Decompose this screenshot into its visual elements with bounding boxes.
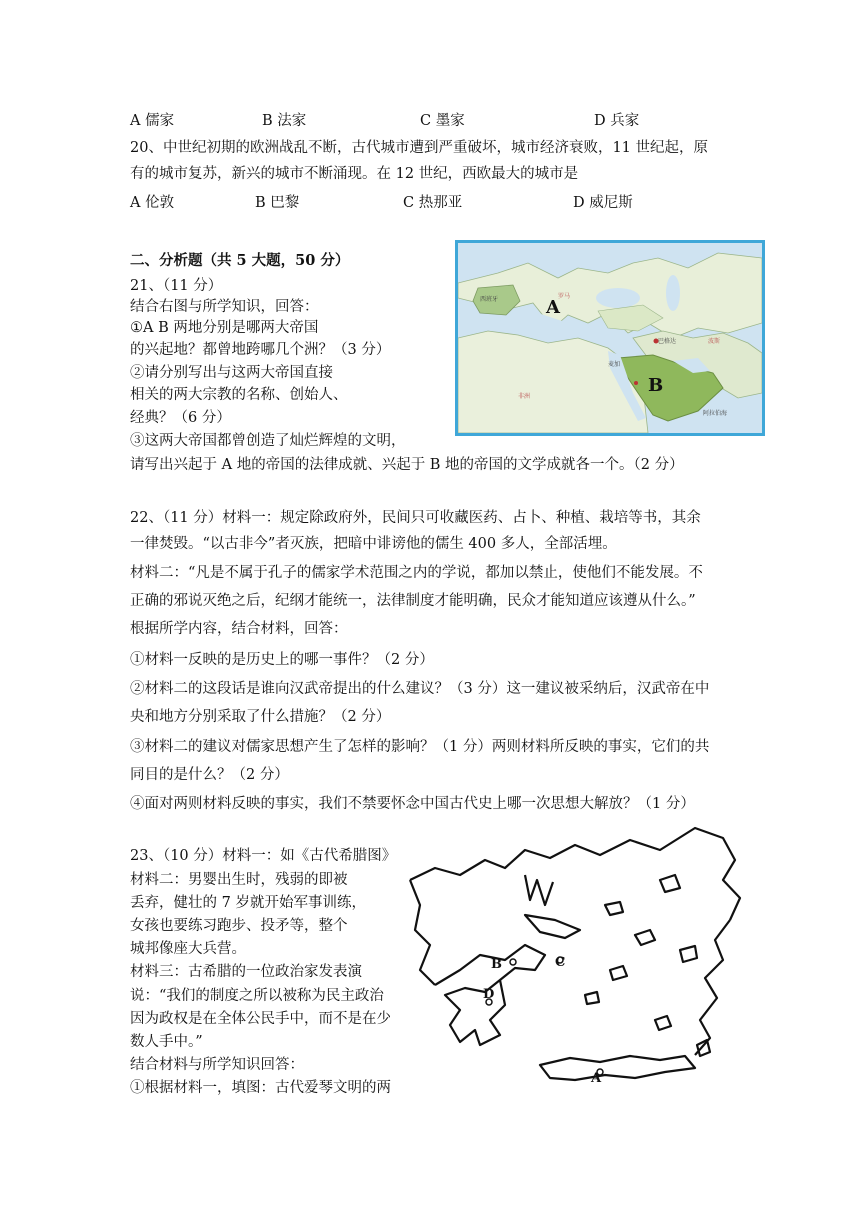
empires-map: [455, 240, 765, 436]
q21-line: 经典？（6 分）: [130, 410, 231, 426]
q23-line: 23、（10 分）材料一：如《古代希腊图》: [130, 848, 397, 864]
q23-line: 结合材料与所学知识回答：: [130, 1057, 304, 1073]
q22-line: ④面对两则材料反映的事实，我们不禁要怀念中国古代史上哪一次思想大解放？（1 分）: [130, 796, 695, 812]
greece-map-label-a: A: [591, 1071, 602, 1086]
map-label: 麦加: [608, 362, 621, 368]
q23-line: 女孩也要练习跑步、投矛等，整个: [130, 918, 348, 934]
q21-line: 结合右图与所学知识，回答：: [130, 299, 319, 315]
map-label: 非洲: [518, 394, 531, 400]
q22-line: 材料二：“凡是不属于孔子的儒家学术范围之内的学说，都加以禁止，使他们不能发展。不: [130, 565, 703, 581]
section-heading: 二、分析题（共 5 大题，50 分）: [130, 252, 350, 269]
q23-line: 材料二：男婴出生时，残弱的即被: [130, 872, 348, 888]
q23-line: 丢弃，健壮的 7 岁就开始军事训练，: [130, 895, 366, 911]
q22-line: 同目的是什么？（2 分）: [130, 767, 289, 783]
q22-line: 一律焚毁。“以古非今”者灭族，把暗中诽谤他的儒生 400 多人，全部活埋。: [130, 536, 617, 552]
q19-option-b: B 法家: [262, 113, 307, 129]
q20-option-c: C 热那亚: [403, 195, 463, 211]
map-label: 西班牙: [480, 297, 499, 303]
q23-line: 材料三：古希腊的一位政治家发表演: [130, 964, 362, 980]
q23-line: 说：“我们的制度之所以被称为民主政治: [130, 988, 384, 1004]
q21-line: 相关的两大宗教的名称、创始人、: [130, 387, 348, 403]
q21-line: ①A B 两地分别是哪两大帝国: [130, 320, 319, 336]
greece-map-label-c: C: [555, 955, 566, 970]
q21-line: 21、（11 分）: [130, 278, 223, 294]
q21-line: ②请分别写出与这两大帝国直接: [130, 365, 333, 381]
q20-option-b: B 巴黎: [255, 195, 300, 211]
q19-option-c: C 墨家: [420, 113, 465, 129]
q20-option-d: D 威尼斯: [573, 195, 633, 211]
q22-line: ③材料二的建议对儒家思想产生了怎样的影响？（1 分）两则材料所反映的事实，它们的共: [130, 739, 710, 755]
q22-line: 22、（11 分）材料一：规定除政府外，民间只可收藏医药、占卜、种植、栽培等书，其余: [130, 510, 701, 526]
q20-stem-line-2: 有的城市复苏，新兴的城市不断涌现。在 12 世纪，西欧最大的城市是: [130, 166, 579, 182]
ancient-greece-map-graphic: [405, 820, 745, 1090]
q22-line: ①材料一反映的是历史上的哪一事件？（2 分）: [130, 652, 434, 668]
q23-line: 城邦像座大兵营。: [130, 941, 246, 957]
ancient-greece-map: [405, 820, 745, 1090]
q21-line: 请写出兴起于 A 地的帝国的法律成就、兴起于 B 地的帝国的文学成就各一个。（2 分）: [130, 457, 684, 473]
q22-line: 根据所学内容，结合材料，回答：: [130, 621, 348, 637]
q23-line: ①根据材料一，填图：古代爱琴文明的两: [130, 1080, 391, 1096]
map-label: 波斯: [708, 339, 721, 345]
q19-option-a: A 儒家: [130, 113, 175, 129]
map-label: 阿拉伯海: [703, 411, 728, 417]
q23-line: 因为政权是在全体公民手中，而不是在少: [130, 1011, 391, 1027]
q20-stem-line-1: 20、中世纪初期的欧洲战乱不断，古代城市遭到严重破坏，城市经济衰败，11 世纪起，原: [130, 140, 709, 156]
q19-option-d: D 兵家: [594, 113, 640, 129]
q23-line: 数人手中。”: [130, 1034, 203, 1050]
q21-line: 的兴起地？都曾地跨哪几个洲？（3 分）: [130, 342, 391, 358]
q20-option-a: A 伦敦: [130, 195, 175, 211]
q22-line: 央和地方分别采取了什么措施？（2 分）: [130, 709, 391, 725]
map-label: 巴格达: [658, 339, 677, 345]
map-label: 罗马: [558, 294, 571, 300]
map-label-a: A: [546, 297, 560, 318]
greece-map-label-d: D: [483, 987, 495, 1002]
map-label-b: B: [648, 375, 664, 396]
greece-map-label-b: B: [491, 957, 502, 972]
q22-line: 正确的邪说灭绝之后，纪纲才能统一，法律制度才能明确，民众才能知道应该遵从什么。”: [130, 593, 696, 609]
empires-map-graphic: [458, 243, 762, 433]
q21-line: ③这两大帝国都曾创造了灿烂辉煌的文明，: [130, 433, 406, 449]
q22-line: ②材料二的这段话是谁向汉武帝提出的什么建议？（3 分）这一建议被采纳后，汉武帝在中: [130, 681, 710, 697]
